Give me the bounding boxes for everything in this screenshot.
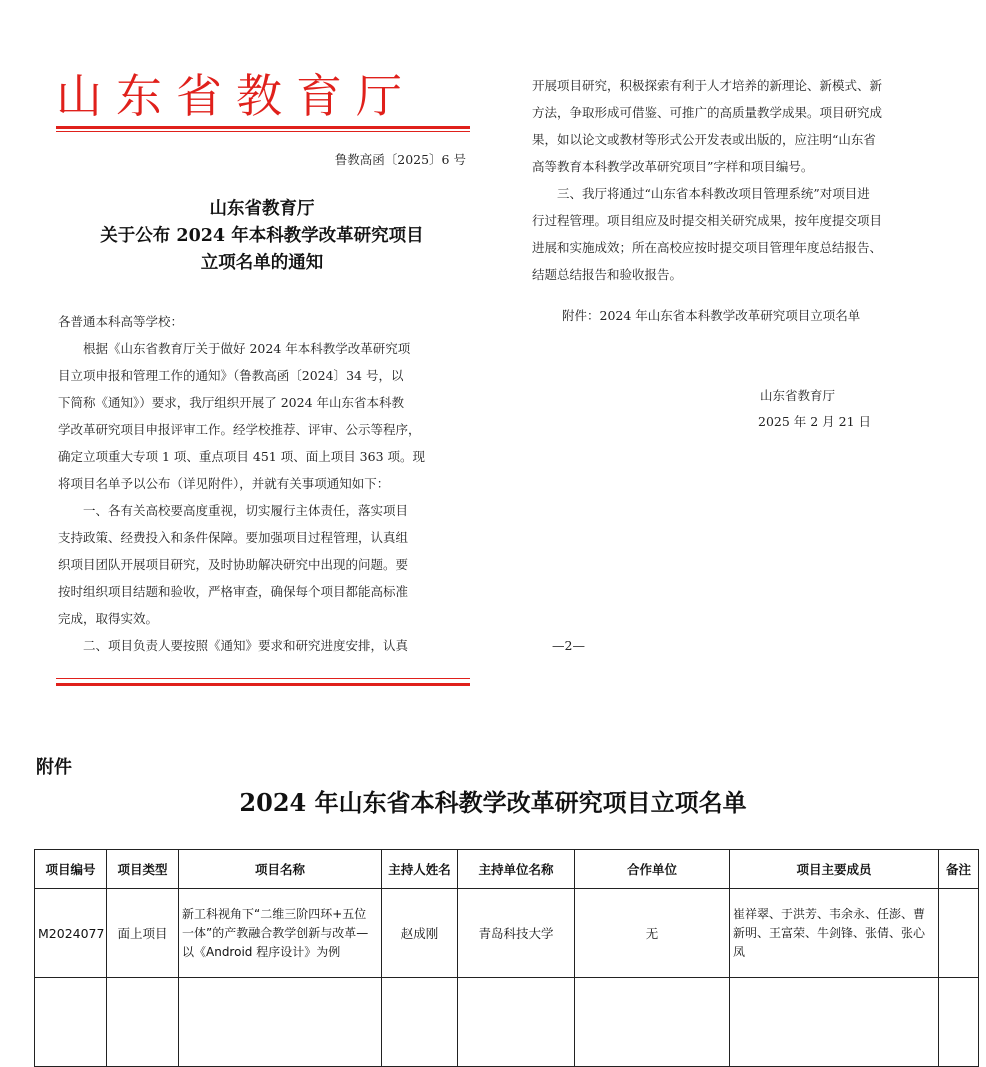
- notice-title-line3: 立项名单的通知: [200, 253, 324, 273]
- empty-cell: [179, 978, 382, 1067]
- body-line: 确定立项重大专项 1 项、重点项目 451 项、面上项目 363 项。现: [58, 449, 426, 464]
- body-line: 三、我厅将通过“山东省本科教改项目管理系统”对项目进: [557, 186, 870, 201]
- empty-cell: [458, 978, 575, 1067]
- body-line: 行过程管理。项目组应及时提交相关研究成果，按年度提交项目: [532, 213, 883, 228]
- partner-unit-cell: 无: [575, 889, 730, 978]
- body-line: 方法，争取形成可借鉴、可推广的高质量教学成果。项目研究成: [532, 105, 883, 120]
- project-table: [34, 849, 979, 1067]
- column-header: 主持人姓名: [382, 850, 458, 889]
- right-body: [532, 72, 932, 288]
- body-line: 果，如以论文或教材等形式公开发表或出版的，应注明“山东省: [532, 132, 876, 147]
- empty-cell: [939, 978, 979, 1067]
- header-red-thin-rule: [56, 131, 470, 132]
- body-line: 支持政策、经费投入和条件保障。要加强项目过程管理，认真组: [58, 530, 409, 545]
- empty-cell: [575, 978, 730, 1067]
- empty-cell: [107, 978, 179, 1067]
- header-red-rule: [56, 126, 470, 129]
- attachment-note: 附件：2024 年山东省本科教学改革研究项目立项名单: [562, 308, 861, 323]
- notice-title-line2: 关于公布 2024 年本科教学改革研究项目: [100, 226, 424, 246]
- column-header: 项目主要成员: [730, 850, 939, 889]
- body-line: 开展项目研究，积极探索有利于人才培养的新理论、新模式、新: [532, 78, 883, 93]
- attachment-title: 2024 年山东省本科教学改革研究项目立项名单: [239, 788, 747, 817]
- body-line: 织项目团队开展项目研究，及时协助解决研究中出现的问题。要: [58, 557, 409, 572]
- empty-cell: [35, 978, 107, 1067]
- column-header: 主持单位名称: [458, 850, 575, 889]
- host-name-cell: 赵成刚: [382, 889, 458, 978]
- body-line: 一、各有关高校要高度重视，切实履行主体责任，落实项目: [83, 503, 409, 518]
- notice-title-line1: 山东省教育厅: [209, 199, 315, 219]
- greeting: 各普通本科高等学校：: [58, 314, 184, 329]
- project-id-cell: M2024077: [35, 889, 107, 978]
- empty-cell: [730, 978, 939, 1067]
- body-line: 下简称《通知》）要求，我厅组织开展了 2024 年山东省本科教: [58, 395, 405, 410]
- column-header: 项目编号: [35, 850, 107, 889]
- page-number: —2—: [552, 638, 585, 653]
- body-line: 进展和实施成效；所在高校应按时提交项目管理年度总结报告、: [532, 240, 883, 255]
- attachment-label: 附件: [36, 757, 72, 778]
- table-row-partial: [35, 978, 979, 1067]
- footer-red-rule: [56, 683, 470, 686]
- footer-red-thin-rule: [56, 678, 470, 679]
- host-unit-cell: 青岛科技大学: [458, 889, 575, 978]
- table-row: [35, 889, 979, 978]
- body-line: 高等教育本科教学改革研究项目”字样和项目编号。: [532, 159, 814, 174]
- body-line: 学改革研究项目申报评审工作。经学校推荐、评审、公示等程序，: [58, 422, 421, 437]
- body-line: 二、项目负责人要按照《通知》要求和研究进度安排，认真: [83, 638, 409, 653]
- column-header: 项目类型: [107, 850, 179, 889]
- org-header-title: 山东省教育厅: [56, 69, 416, 123]
- members-cell: 崔祥翠、于洪芳、韦余永、任澎、曹新明、王富荣、牛剑锋、张倩、张心凤: [730, 889, 939, 978]
- column-header: 合作单位: [575, 850, 730, 889]
- document-number: 鲁教高函〔2025〕6 号: [334, 152, 466, 167]
- table-header-row: [35, 850, 979, 889]
- empty-cell: [382, 978, 458, 1067]
- body-line: 结题总结报告和验收报告。: [532, 267, 683, 282]
- signature-date: 2025 年 2 月 21 日: [758, 414, 872, 429]
- project-type-cell: 面上项目: [107, 889, 179, 978]
- body-line: 按时组织项目结题和验收，严格审查，确保每个项目都能高标准: [58, 584, 409, 599]
- column-header: 项目名称: [179, 850, 382, 889]
- column-header: 备注: [939, 850, 979, 889]
- body-line: 完成，取得实效。: [58, 611, 159, 626]
- body-line: 将项目名单予以公布（详见附件），并就有关事项通知如下：: [58, 476, 390, 491]
- body-line: 根据《山东省教育厅关于做好 2024 年本科教学改革研究项: [83, 341, 411, 356]
- body-line: 目立项申报和管理工作的通知》（鲁教高函〔2024〕34 号，以: [58, 368, 404, 383]
- signature-org: 山东省教育厅: [760, 388, 836, 403]
- note-cell: [939, 889, 979, 978]
- left-body: [58, 308, 468, 659]
- project-name-cell: 新工科视角下“二维三阶四环+五位一体”的产教融合教学创新与改革—以《Android 程序设计》为例: [179, 889, 382, 978]
